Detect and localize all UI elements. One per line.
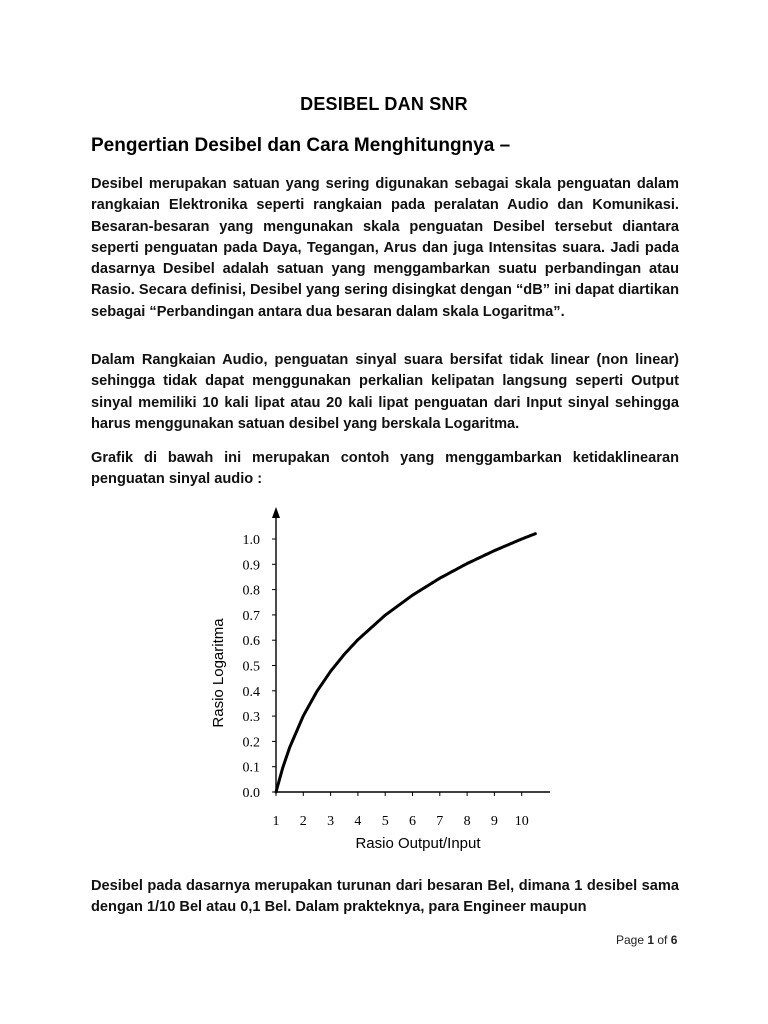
x-tick-label-3: 4 [354, 814, 362, 829]
x-axis-label: Rasio Output/Input [355, 835, 481, 852]
y-axis-label: Rasio Logaritma [210, 618, 227, 728]
y-tick-label-7: 0.7 [242, 608, 260, 624]
y-tick-label-1: 0.1 [242, 760, 260, 776]
y-tick-label-5: 0.5 [242, 659, 260, 675]
x-tick-label-7: 8 [463, 814, 471, 829]
x-tick-label-6: 7 [436, 814, 444, 829]
y-tick-label-8: 0.8 [242, 583, 260, 599]
x-tick-label-5: 6 [409, 814, 416, 829]
series-line-0 [276, 534, 535, 792]
page-number [616, 933, 677, 947]
x-tick-label-8: 9 [490, 814, 498, 829]
y-tick-label-6: 0.6 [242, 634, 260, 650]
log-ratio-chart [200, 505, 560, 855]
y-axis-arrow [272, 507, 280, 518]
page-current: 1 [647, 933, 655, 947]
paragraph-3: Grafik di bawah ini merupakan contoh yang menggambarkan ketidaklinearan penguatan sinyal audio : [91, 450, 679, 488]
document-title: DESIBEL DAN SNR [300, 94, 468, 114]
y-tick-label-10: 1.0 [242, 533, 260, 548]
x-tick-label-0: 1 [272, 814, 280, 829]
y-tick-label-2: 0.2 [242, 735, 260, 751]
page-of: of [654, 933, 671, 947]
x-tick-label-1: 2 [299, 814, 307, 829]
paragraph-4: Desibel pada dasarnya merupakan turunan dari besaran Bel, dimana 1 desibel sama dengan 1/10 Bel atau 0,1 Bel. Dalam prakteknya, para Engineer maupun [91, 878, 679, 916]
y-tick-label-4: 0.4 [242, 684, 260, 700]
section-heading: Pengertian Desibel dan Cara Menghitungnya – [91, 135, 511, 156]
paragraph-2: Dalam Rangkaian Audio, penguatan sinyal suara bersifat tidak linear (non linear) sehingga tidak dapat menggunakan perkalian kelipatan langsung seperti Output sinyal memiliki 10 kali lipat atau 20 kali lipat penguatan dari Input sinyal sehingga harus menggunakan satuan desibel yang berskala Logaritma. [91, 352, 679, 432]
paragraph-1: Desibel merupakan satuan yang sering digunakan sebagai skala penguatan dalam rangkaian Elektronika seperti rangkaian pada peralatan Audio dan Komunikasi. Besaran-besaran yang mengunakan skala penguatan Desibel tersebut diantara seperti penguatan pada Daya, Tegangan, Arus dan juga Intensitas suara. Jadi pada dasarnya Desibel adalah satuan yang menggambarkan suatu perbandingan atau Rasio. Secara definisi, Desibel yang sering disingkat dengan “dB” ini dapat diartikan sebagai “Perbandingan antara dua besaran dalam skala Logaritma”. [91, 176, 679, 320]
x-tick-label-9: 10 [514, 814, 529, 829]
y-tick-label-3: 0.3 [242, 710, 260, 726]
y-tick-label-9: 0.9 [242, 558, 260, 574]
page-total: 6 [670, 933, 678, 947]
x-tick-label-2: 3 [327, 814, 335, 829]
y-tick-label-0: 0.0 [242, 786, 260, 801]
page-prefix: Page [616, 933, 648, 947]
x-tick-label-4: 5 [381, 814, 389, 829]
